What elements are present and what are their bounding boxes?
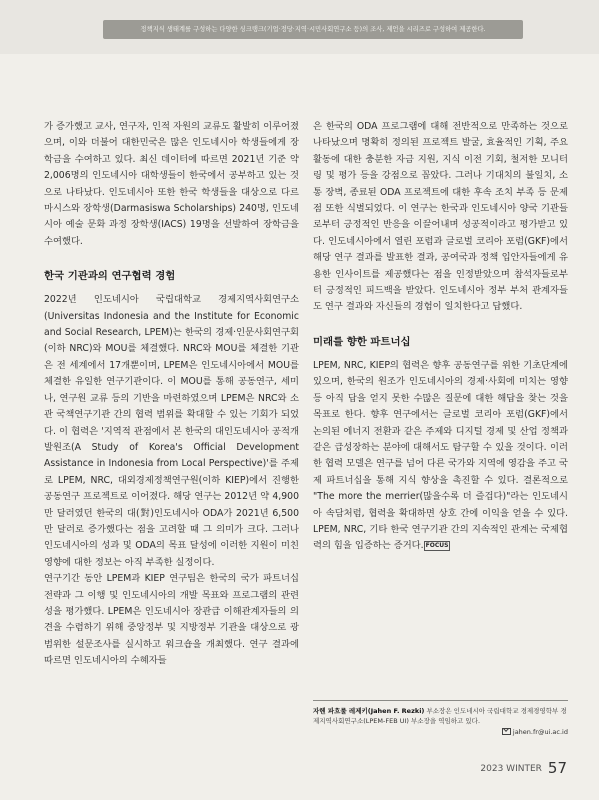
right-paragraph-1: 은 한국의 ODA 프로그램에 대해 전반적으로 만족하는 것으로 나타났으며 명확히 정의된 프로젝트 발굴, 효율적인 기획, 주요 활동에 대한 충분한 자금 지원, 지식 이전 기회, 철저한 모니터링 및 평가 등을 강점으로 꼽았다. 그러나 기대치의 불일치, 소통 장벽, 종료된 ODA 프로젝트에 대한 후속 조치 부족 등 문제점 또한 식별되었다. 이 연구는 한국과 인도네시아 양국 기관들로부터 긍정적인 반응을 이끌어내며 성공적이라고 평가받고 있다. 인도네시아에서 열린 포럼과 글로벌 코리아 포럼(GKF)에서 해당 연구 결과를 발표한 결과, 공여국과 정책 입안자들에게 유용한 인사이트를 제공했다는 점을 인정받았으며 참석자들로부터 긍정적인 피드백을 받았다. 인도네시아 정부 부처 관계자들도 연구 결과와 자신들의 경험이 일치한다고 답했다. [313,121,568,313]
left-paragraph-3: 연구기간 동안 LPEM과 KIEP 연구팀은 한국의 국가 파트너십 전략과 그 이행 및 인도네시아의 개발 목표와 프로그램의 관련성을 평가했다. LPEM은 인도네시아 장관급 이해관계자들의 의견을 수렴하기 위해 중앙정부 및 지방정부 기관을 대상으로 광범위한 설문조사를 실시하고 워크숍을 개최했다. 연구 결과에 따르면 인도네시아의 수혜자들 [44,573,299,667]
author-divider [313,700,568,701]
right-column [313,119,568,555]
section-heading-future-partnership: 미래를 향한 파트너십 [313,335,411,348]
left-column [44,119,299,670]
series-banner: 정책지식 생태계를 구성하는 다양한 싱크탱크(기업·정당·지역·시민사회연구소 등)의 조사, 제언을 시리즈로 구성하여 제공한다. [103,20,523,39]
author-description: 부소장은 인도네시아 국립대학교 경제경영학부 경제지역사회연구소(LPEM-FEB UI) 부소장을 역임하고 있다. [313,707,567,726]
page-footer [480,759,567,777]
mail-icon [502,728,511,735]
author-bio [313,706,568,727]
header-band [0,0,599,54]
section-heading-research-cooperation: 한국 기관과의 연구협력 경험 [44,270,176,283]
author-email-row [313,727,568,737]
left-paragraph-1: 가 증가했고 교사, 연구자, 인적 자원의 교류도 활발히 이루어졌으며, 이와 더불어 대한민국은 많은 인도네시아 학생들에게 장학금을 수여하고 있다. 최신 데이터에 따르면 2021년 기준 약 2,006명의 인도네시아 대학생들이 한국에서 공부하고 있는 것으로 나타났다. 인도네시아 또한 한국 학생들을 대상으로 다르마시스와 장학생(Darmasiswa Scholarships) 240명, 인도네시아 예술 문화 과정 장학생(IACS) 19명을 선발하여 장학금을 수여했다. [44,121,299,247]
author-name: 자헨 파흐룰 레제키(Jahen F. Rezki) [313,707,425,715]
focus-end-mark: FOCUS [425,541,449,549]
author-email[interactable]: jahen.fr@ui.ac.id [512,727,568,736]
left-paragraph-2: 2022년 인도네시아 국립대학교 경제지역사회연구소(Universitas Indonesia and the Institute for Economic and Social Research, LPEM)는 한국의 경제·인문사회연구회(이하 NRC)와 MOU를 체결했다. NRC와 MOU를 체결한 기관은 전 세계에서 17개뿐이며, LPEM은 인도네시아에서 MOU를 체결한 유일한 연구기관이다. 이 MOU를 통해 공동연구, 세미나, 연구원 교류 등의 기반을 마련하였으며 LPEM은 NRC와 소관 국책연구기관 간의 협력 범위를 확대할 수 있는 기회가 되었다. 이 협력은 '지역적 관점에서 본 한국의 대인도네시아 공적개발원조(A Study of Korea's Official Development Assistance in Indonesia from Local Perspective)'를 주제로 LPEM, NRC, 대외경제정책연구원(이하 KIEP)에서 진행한 공동연구 프로젝트로 이어졌다. 해당 연구는 2012년 약 4,900만 달러였던 한국의 대(對)인도네시아 ODA가 2021년 6,500만 달러로 증가했다는 점을 고려할 때 그 의미가 크다. 그러나 인도네시아의 성과 및 ODA의 목표 달성에 이러한 지원이 미친 영향에 대한 정보는 아직 부족한 실정이다. [44,294,299,568]
right-paragraph-2 [313,358,568,555]
author-box [313,706,568,737]
right-paragraph-2-text: LPEM, NRC, KIEP의 협력은 향후 공동연구를 위한 기초단계에 있으며, 한국의 원조가 인도네시아의 경제·사회에 미치는 영향 등 아직 답을 얻지 못한 수많은 질문에 대한 해답을 찾는 것을 목표로 한다. 향후 연구에서는 글로벌 코리아 포럼(GKF)에서 논의된 에너지 전환과 같은 주제와 디지털 경제 및 산업 정책과 같은 급성장하는 분야에 대해서도 탐구할 수 있을 것이다. 이러한 협력 모델은 연구를 넘어 다른 국가와 지역에 영감을 주고 국제 파트너십을 통해 지식 향상을 촉진할 수 있다. 결론적으로 "The more the merrier(많을수록 더 즐겁다)"라는 인도네시아 속담처럼, 협력을 확대하면 상호 간에 이익을 얻을 수 있다. LPEM, NRC, 기타 한국 연구기관 간의 지속적인 관계는 국제협력의 힘을 입증하는 증거다. [313,359,568,552]
page-number: 57 [547,759,567,777]
issue-label: 2023 WINTER [480,764,542,774]
